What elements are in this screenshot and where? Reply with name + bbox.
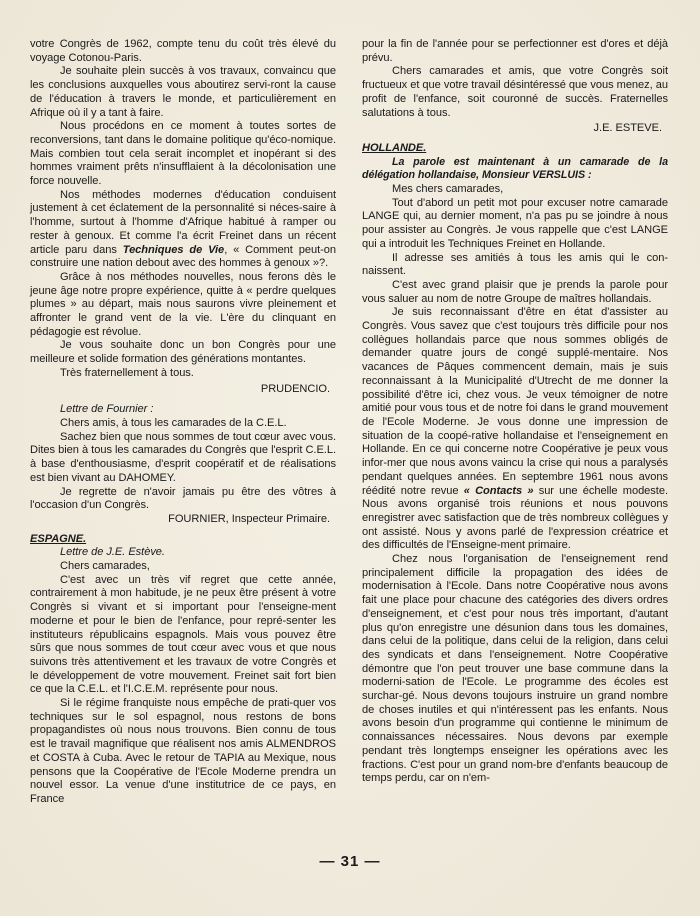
paragraph-text: Je suis reconnaissant d'être en état d'assister au Congrès. Vous savez que c'est toujours très difficile pour nos collègues hollandais parce que nous sommes obligés de demander quatre jours de congé supplé-mentaire. Nos vacances de Pâques commencent demain, mais je suis reconnaissant à la Municipalité d'Utrecht de me donner la possibilité d'être ici, chez vous. Je veux témoigner de notre amitié pour vous tous et de notre foi dans le grand mouvement de l'Ecole Moderne. Je vous donne une impression de situation de la coopé-rative hollandaise et l'enseignement en Hollande. En ce qui concerne notre Coopérative je peux vous infor-mer que nous avons vaincu la crise qui nous a paralysés pendant quelques années. En septembre 1961 nous avons réédité notre revue: [362, 306, 668, 497]
paragraph: Nous procédons en ce moment à toutes sortes de reconversions, tant dans le domaine politique qu'éco-nomique. Mais combien tout cela serait incomplet et inopérant si des hommes vraiment prêts n'insufflaient à la décolonisation une force nouvelle.: [30, 120, 336, 188]
paragraph: C'est avec un très vif regret que cette année, contrairement à mon habitude, je ne peux être présent à votre Congrès si vivant et si important pour l'enseigne-ment moderne et pour le bien de l'enfance, pour repré-senter les instituteurs républicains espagnols. Mais vous pouvez être sûrs que nous sommes de tout cœur avec vous et que nous suivons très attentivement et les travaux de votre Congrès et le développement de votre mouvement. Freinet sait fort bien ce que la C.E.L. et l'I.C.E.M. représente pour nous.: [30, 573, 336, 696]
paragraph: Mes chers camarades,: [392, 183, 504, 196]
page-number: — 31 —: [319, 853, 381, 870]
paragraph: Chers amis, à tous les camarades de la C.E.L.: [60, 416, 287, 429]
paragraph: C'est avec grand plaisir que je prends la parole pour vous saluer au nom de notre Groupe de maîtres hollandais.: [362, 278, 668, 305]
paragraph: Si le régime franquiste nous empêche de prati-quer vos techniques sur le sol espagnol, nous restons de bons propagandistes où nous nous trouvons. Bien connu de tous est le travail magnifique que réalisent nos amis ALMENDROS et COSTA à Cuba. Avec le retour de TAPIA au Mexique, nous pensons que la Coopérative de l'Ecole Moderne prendra un nouvel essor. La venue d'une institutrice de ce pays, en France: [30, 697, 336, 805]
paragraph: Chez nous l'organisation de l'enseignement rend principalement difficile la propagation des idées de modernisation à l'Ecole. Dans notre Coopérative nous avons fait une place pour chacune des catégories des divers ordres d'enseignement, et c'est pour nous très important, d'autant plus qu'on enregistre une désunion dans tous les domaines, dans celui de la politique, dans celui de la religion, dans celui des syndicats et dans l'enseignement. Notre Coopérative démontre que l'on peut trouver une base commune dans la moderni-sation de l'Ecole. Le programme des écoles est surchar-gé. Nous devons toujours instruire un grand nombre de choses inutiles et qui n'intéressent pas les enfants. Nous avons besoin d'un programme qui contienne le minimum de connaissances nécessaires. Nous devons par exemple pendant très longtemps enseigner les opérations avec les fractions. C'est pour un grand nom-bre d'enfants beaucoup de temps perdu, car on n'em-: [362, 553, 668, 785]
section-heading: ESPAGNE.: [30, 532, 87, 545]
paragraph: [30, 189, 336, 271]
paragraph: Grâce à nos méthodes nouvelles, nous ferons dès le jeune âge notre propre expérience, quitte à « perdre quelques plumes » au départ, mais nous saurons vivre pleinement et affronter le grand vent de la vie. L'ère du clinquant en pédagogie est révolue.: [30, 270, 336, 338]
paragraph: Je vous souhaite donc un bon Congrès pour une meilleure et solide formation des générations montantes.: [30, 339, 336, 366]
signature: FOURNIER, Inspecteur Primaire.: [168, 512, 330, 525]
paragraph: [362, 306, 668, 553]
paragraph: Sachez bien que nous sommes de tout cœur avec vous. Dites bien à tous les camarades du Congrès que l'esprit C.E.L. à base d'enthousiasme, d'esprit coopératif et de réalisations est bien vivant au DAHOMEY.: [30, 430, 336, 484]
speaker-introduction: La parole est maintenant à un camarade de la délégation hollandaise, Monsieur VERSLUIS :: [362, 155, 668, 182]
paragraph: votre Congrès de 1962, compte tenu du coût très élevé du voyage Cotonou-Paris.: [30, 38, 336, 64]
section-heading: HOLLANDE.: [362, 141, 427, 154]
right-column: [362, 38, 668, 786]
paragraph: Je regrette de n'avoir jamais pu être des vôtres à l'occasion d'un Congrès.: [30, 485, 336, 512]
paragraph: Chers camarades,: [60, 560, 150, 573]
letter-heading: Lettre de J.E. Estève.: [60, 546, 165, 559]
letter-heading: Lettre de Fournier :: [60, 403, 154, 416]
paragraph: Chers camarades et amis, que votre Congrès soit fructueux et que votre travail désintéressé que vous menez, au profit de l'enfance, soit couronné de succès. Fraternelles salutations à tous.: [362, 65, 668, 119]
paragraph-text: , « Comment peut-on construire une nation debout avec des hommes à genoux »?.: [30, 243, 336, 270]
left-column: [30, 38, 336, 807]
paragraph-text: sur une échelle modeste. Nous avons organisé trois réunions et nous pouvons enregistrer avec satisfaction que de très nombreux collègues y ont assisté. Nous y avons parlé de l'expression créatrice et des difficultés de l'Enseigne-ment primaire.: [362, 484, 668, 552]
journal-title: « Contacts »: [463, 484, 534, 497]
journal-title: Techniques de Vie: [122, 243, 225, 256]
paragraph: Tout d'abord un petit mot pour excuser notre camarade LANGE qui, au dernier moment, n'a pas pu se joindre à nous pour assister au Congrès. Je vous rappelle que c'est LANGE qui a introduit les Techniques Freinet en Hollande.: [362, 196, 668, 250]
paragraph-text: Nos méthodes modernes d'éducation conduisent justement à cet éclatement de la personnalité si néces-saire à l'homme, surtout à l'homme d'Afrique habitué à ramper ou rester à genoux. Et comme l'a écrit Freinet dans un récent article paru dans: [30, 188, 336, 256]
paragraph: Je souhaite plein succès à vos travaux, convaincu que les conclusions auxquelles vous aboutirez servi-ront la cause de l'éducation à travers le monde, et particulièrement en Afrique où il y a tant à faire.: [30, 65, 336, 119]
paragraph: Très fraternellement à tous.: [60, 366, 194, 379]
paragraph: Il adresse ses amitiés à tous les amis qui le con-naissent.: [362, 251, 668, 278]
signature: J.E. ESTEVE.: [593, 122, 662, 135]
paragraph: pour la fin de l'année pour se perfectionner est d'ores et déjà prévu.: [362, 38, 668, 64]
signature: PRUDENCIO.: [260, 382, 330, 395]
